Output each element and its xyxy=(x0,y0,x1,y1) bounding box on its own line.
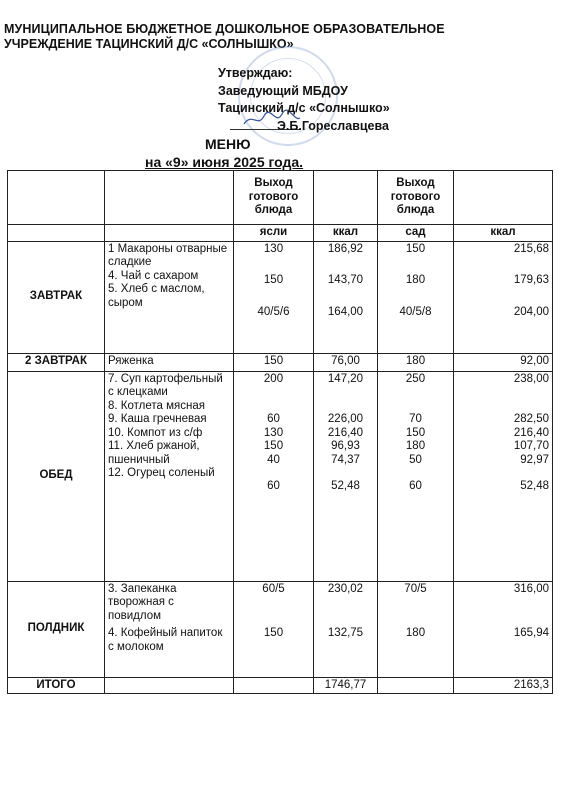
portion: 60 xyxy=(267,413,280,425)
meal-snack: ПОЛДНИК xyxy=(8,581,105,677)
dish: 7. Суп картофельный с клецками xyxy=(108,372,223,398)
subheader-empty-cell xyxy=(105,225,234,242)
header-output-nursery: Выход готового блюда xyxy=(234,171,314,225)
header-empty-cell xyxy=(105,171,234,225)
header-output-garden: Выход готового блюда xyxy=(378,171,454,225)
dish: 4. Чай с сахаром xyxy=(108,269,199,282)
org-name-line2: УЧРЕЖДЕНИЕ ТАЦИНСКИЙ Д/С «СОЛНЫШКО» xyxy=(4,37,294,51)
kcal-nursery-lunch xyxy=(314,371,378,581)
dish: 11. Хлеб ржаной, пшеничный xyxy=(108,440,200,466)
approver-position: Заведующий МБДОУ xyxy=(218,84,348,98)
portion: 150 xyxy=(263,627,284,639)
nursery-breakfast xyxy=(234,241,314,353)
header-empty-cell xyxy=(8,171,105,225)
dish: 10. Компот из с/ф xyxy=(108,426,203,439)
kcal: 132,75 xyxy=(327,627,364,639)
dish: 4. Кофейный напиток с молоком xyxy=(108,627,223,653)
approve-label: Утверждаю: xyxy=(218,66,293,80)
kcal: 147,20 xyxy=(327,372,364,385)
kcal: 165,94 xyxy=(513,627,549,639)
kcal: 52,48 xyxy=(520,480,549,492)
dish: 1 Макароны отварные сладкие xyxy=(108,242,228,268)
kcal: 282,50 xyxy=(513,413,549,425)
menu-title: МЕНЮ xyxy=(205,136,251,152)
dishes-lunch xyxy=(105,371,234,581)
total-empty-cell xyxy=(105,677,234,694)
garden-lunch xyxy=(378,371,454,581)
kcal-nursery-snack xyxy=(314,581,378,677)
dish: 12. Огурец соленый xyxy=(108,467,215,479)
portion: 70 xyxy=(409,413,422,425)
table-row-total xyxy=(8,677,553,694)
table-row-snack xyxy=(8,581,553,677)
portion: 40 xyxy=(267,453,280,466)
portion: 50 xyxy=(409,453,422,466)
header-empty-cell xyxy=(314,171,378,225)
org-name-line1: МУНИЦИПАЛЬНОЕ БЮДЖЕТНОЕ ДОШКОЛЬНОЕ ОБРАЗОВАТЕЛЬНОЕ xyxy=(4,22,445,36)
portion: 130 xyxy=(263,242,284,255)
dishes-snack xyxy=(105,581,234,677)
total-label: ИТОГО xyxy=(8,677,105,694)
kcal: 107,70 xyxy=(513,440,549,452)
menu-date: на «9» июня 2025 года. xyxy=(145,154,304,170)
portion: 60/5 xyxy=(262,582,285,595)
kcal: 179,63 xyxy=(513,274,549,286)
table-row-lunch xyxy=(8,371,553,581)
kcal: 226,00 xyxy=(327,413,364,425)
kcal: 74,37 xyxy=(331,453,360,466)
dishes-breakfast xyxy=(105,241,234,353)
portion: 180 xyxy=(405,274,426,286)
kcal-garden-lunch xyxy=(454,371,553,581)
approver-name: Э.Б.Гореславцева xyxy=(277,119,389,133)
garden-snack xyxy=(378,581,454,677)
kcal: 216,40 xyxy=(513,426,549,439)
portion: 150 xyxy=(405,242,426,255)
kcal: 316,00 xyxy=(513,582,549,595)
portion: 130 xyxy=(263,426,284,439)
portion: 60 xyxy=(267,480,280,492)
kcal: 96,93 xyxy=(331,440,360,452)
subheader-empty-cell xyxy=(8,225,105,242)
table-row-second-breakfast xyxy=(8,353,553,371)
portion: 180 xyxy=(405,627,426,639)
portion: 40/5/8 xyxy=(399,305,432,318)
garden-breakfast xyxy=(378,241,454,353)
kcal: 76,00 xyxy=(314,353,378,371)
portion: 150 xyxy=(234,353,314,371)
kcal: 92,00 xyxy=(454,353,553,371)
subheader-nursery: ясли xyxy=(234,225,314,242)
kcal: 238,00 xyxy=(513,372,549,385)
kcal: 92,97 xyxy=(520,453,549,466)
approver-institution: Тацинский д/с «Солнышко» xyxy=(218,101,390,115)
kcal: 230,02 xyxy=(327,582,364,595)
portion: 40/5/6 xyxy=(257,305,290,318)
meal-second-breakfast: 2 ЗАВТРАК xyxy=(8,353,105,371)
total-kcal-nursery: 1746,77 xyxy=(314,677,378,694)
dish: 9. Каша гречневая xyxy=(108,413,207,425)
subheader-kcal-garden: ккал xyxy=(454,225,553,242)
portion: 180 xyxy=(405,440,426,452)
kcal: 164,00 xyxy=(327,305,364,318)
menu-table xyxy=(7,170,553,694)
subheader-garden: сад xyxy=(378,225,454,242)
kcal: 52,48 xyxy=(331,480,360,492)
header-empty-cell xyxy=(454,171,553,225)
kcal-garden-breakfast xyxy=(454,241,553,353)
portion: 150 xyxy=(263,274,284,286)
total-empty-cell xyxy=(234,677,314,694)
table-row-breakfast xyxy=(8,241,553,353)
kcal: 216,40 xyxy=(327,426,364,439)
kcal-nursery-breakfast xyxy=(314,241,378,353)
total-kcal-garden: 2163,3 xyxy=(454,677,553,694)
nursery-lunch xyxy=(234,371,314,581)
portion: 70/5 xyxy=(404,582,427,595)
dish: 3. Запеканка творожная с повидлом xyxy=(108,582,177,622)
total-empty-cell xyxy=(378,677,454,694)
portion: 60 xyxy=(409,480,422,492)
table-subheader-row xyxy=(8,225,553,242)
kcal: 186,92 xyxy=(327,242,364,255)
kcal: 204,00 xyxy=(513,305,549,318)
meal-breakfast: ЗАВТРАК xyxy=(8,241,105,353)
dish: 8. Котлета мясная xyxy=(108,399,205,412)
portion: 150 xyxy=(263,440,284,452)
meal-lunch: ОБЕД xyxy=(8,371,105,581)
kcal: 143,70 xyxy=(327,274,364,286)
nursery-snack xyxy=(234,581,314,677)
kcal-garden-snack xyxy=(454,581,553,677)
subheader-kcal-nursery: ккал xyxy=(314,225,378,242)
portion: 180 xyxy=(378,353,454,371)
portion: 250 xyxy=(405,372,426,385)
kcal: 215,68 xyxy=(513,242,549,255)
portion: 150 xyxy=(405,426,426,439)
dish: Ряженка xyxy=(105,353,234,371)
dish: 5. Хлеб с маслом, сыром xyxy=(108,283,205,309)
table-header-row xyxy=(8,171,553,225)
portion: 200 xyxy=(263,372,284,385)
